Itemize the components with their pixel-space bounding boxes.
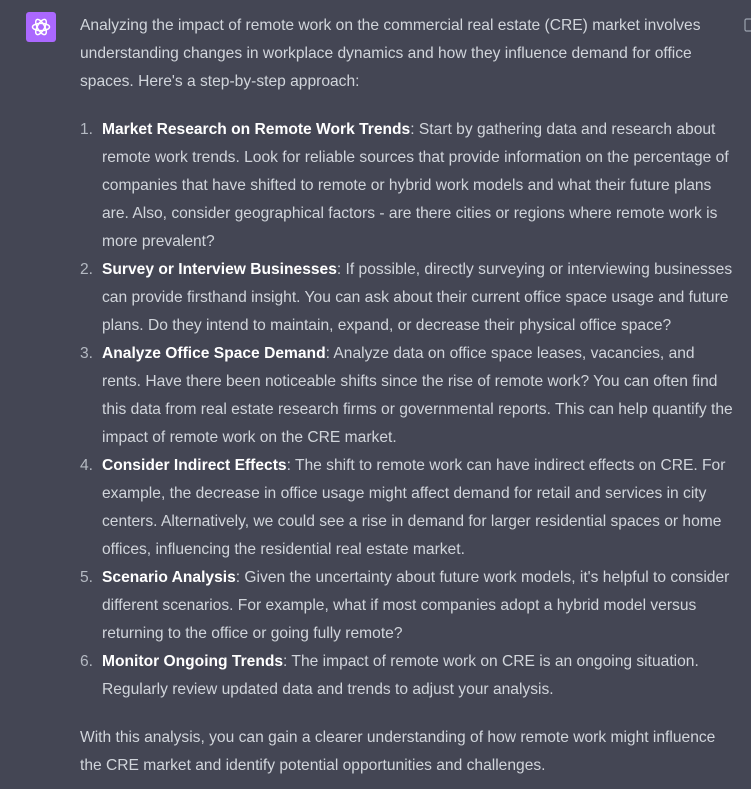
step-text: : Analyze data on office space leases, vacancies, and rents. Have there been noticeable shifts since the rise of remote work? You can often find this data from real estate research firms or governmental reports. This can help quantify the impact of remote work on the CRE market. — [102, 345, 733, 446]
step-text: : The shift to remote work can have indirect effects on CRE. For example, the decrease in office usage might affect demand for retail and services in city centers. Alternatively, we could see a rise in demand for larger residential spaces or home offices, influencing the residential real estate market. — [102, 457, 726, 558]
step-text: : If possible, directly surveying or interviewing businesses can provide firsthand insight. You can ask about their current office space usage and future plans. Do they intend to maintain, expand, or decrease their physical office space? — [102, 261, 733, 334]
edit-icon[interactable] — [744, 18, 751, 32]
openai-logo-icon — [26, 12, 56, 42]
assistant-avatar — [26, 12, 56, 42]
steps-list — [80, 116, 736, 704]
list-number: 6. — [80, 653, 94, 670]
message-conclusion: With this analysis, you can gain a clearer understanding of how remote work might influence the CRE market and identify potential opportunities and challenges. — [80, 729, 716, 774]
step-text: : The impact of remote work on CRE is an ongoing situation. Regularly review updated data and trends to adjust your analysis. — [102, 653, 699, 698]
list-item — [80, 648, 736, 704]
list-number: 5. — [80, 569, 94, 586]
list-number: 3. — [80, 345, 94, 362]
list-item — [80, 340, 736, 452]
step-title: Market Research on Remote Work Trends — [102, 121, 411, 138]
list-item — [80, 452, 736, 564]
step-title: Survey or Interview Businesses — [102, 261, 337, 278]
step-title: Consider Indirect Effects — [102, 457, 287, 474]
list-item — [80, 564, 736, 648]
step-title: Scenario Analysis — [102, 569, 236, 586]
list-number: 1. — [80, 121, 94, 138]
step-text: : Start by gathering data and research about remote work trends. Look for reliable sources that provide information on the percentage of companies that have shifted to remote or hybrid work models and what their future plans are. Also, consider geographical factors - are there cities or regions where remote work is more prevalent? — [102, 121, 729, 250]
message-intro: Analyzing the impact of remote work on the commercial real estate (CRE) market involves understanding changes in workplace dynamics and how they influence demand for office spaces. Here's a step-by-step approach: — [80, 17, 701, 90]
list-number: 2. — [80, 261, 94, 278]
list-item — [80, 256, 736, 340]
step-title: Analyze Office Space Demand — [102, 345, 326, 362]
message-content — [80, 12, 736, 780]
step-title: Monitor Ongoing Trends — [102, 653, 284, 670]
list-item — [80, 116, 736, 256]
step-text: : Given the uncertainty about future work models, it's helpful to consider different scenarios. For example, what if most companies adopt a hybrid model versus returning to the office or going fully remote? — [102, 569, 730, 642]
list-number: 4. — [80, 457, 94, 474]
